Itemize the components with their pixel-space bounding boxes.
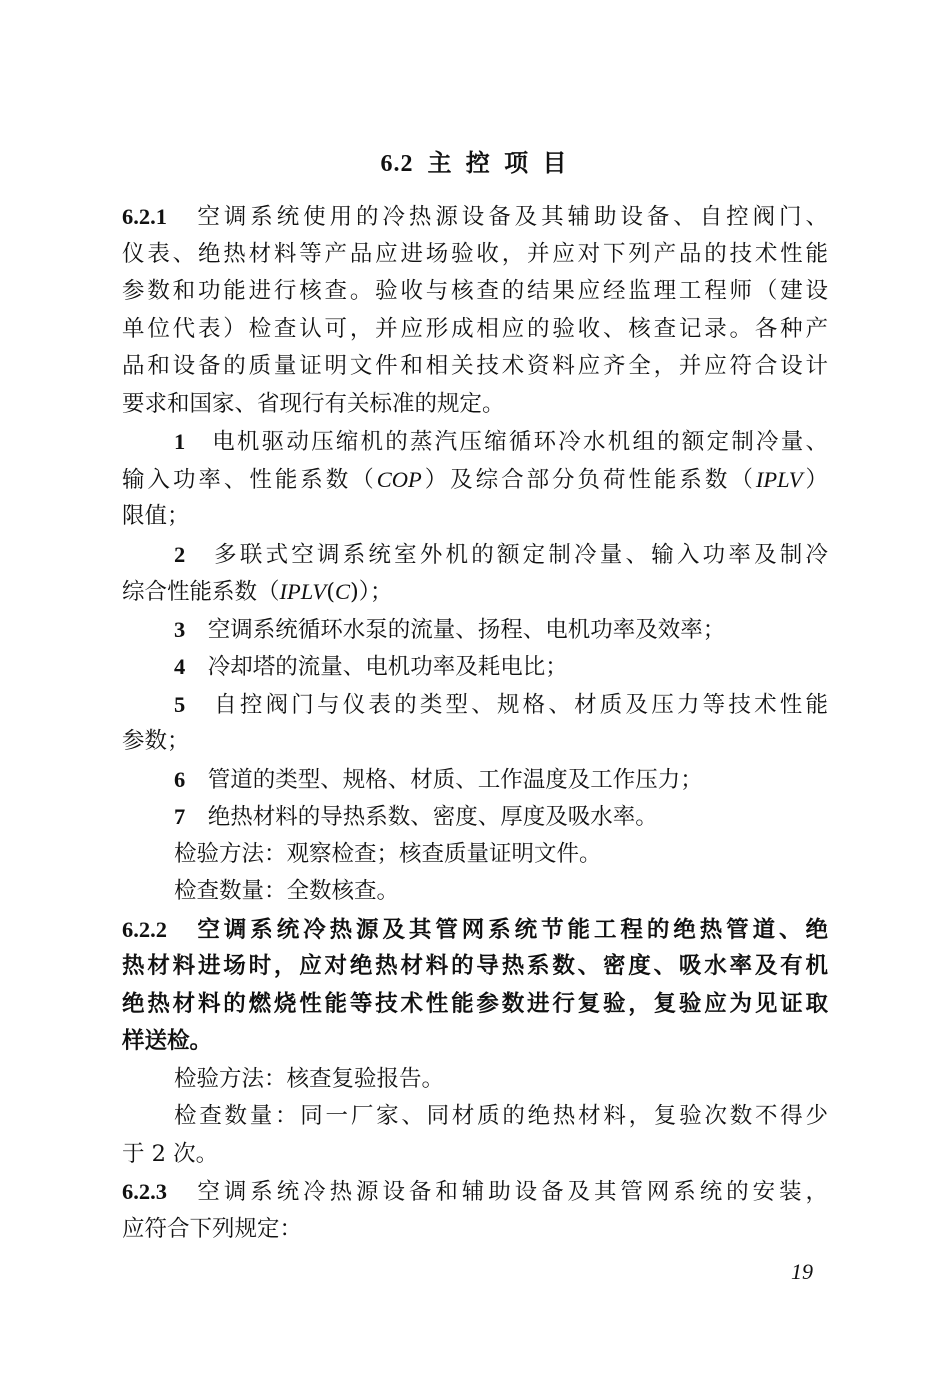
text-segment: 单位代表）检查认可，并应形成相应的验收、核查记录。各种产 [122, 315, 828, 342]
clause-number: 5 [174, 691, 186, 717]
text-segment: 绝热材料的燃烧性能等技术性能参数进行复验，复验应为见证取 [122, 990, 828, 1017]
text-segment: 管道的类型、规格、材质、工作温度及工作压力； [185, 766, 703, 793]
italic-term: COP [376, 466, 422, 492]
text-line [122, 348, 828, 386]
text-segment: 应符合下列规定： [122, 1215, 303, 1242]
text-line [122, 273, 828, 311]
text-segment: 冷却塔的流量、电机功率及耗电比； [185, 654, 568, 680]
clause-number: 6.2.2 [122, 916, 167, 942]
text-line [122, 1211, 828, 1249]
text-line [122, 911, 828, 949]
text-segment: 检验方法：观察检查；核查质量证明文件。 [174, 840, 602, 867]
text-segment: 空调系统循环水泵的流量、扬程、电机功率及效率； [185, 616, 726, 643]
clause-number: 6.2.1 [122, 204, 167, 229]
section-heading [0, 143, 950, 178]
clause-number: 6 [174, 766, 186, 792]
text-segment: 综合性能系数（ [122, 579, 280, 605]
text-line [122, 236, 828, 274]
text-line [122, 423, 828, 461]
text-segment: 检查数量：同一厂家、同材质的绝热材料，复验次数不得少 [174, 1103, 828, 1129]
text-line [122, 573, 828, 611]
text-segment: 输入功率、性能系数（ [122, 466, 377, 493]
text-line [122, 1098, 828, 1136]
text-segment: 参数和功能进行核查。验收与核查的结果应经监理工程师（建设 [122, 278, 828, 304]
text-segment: 绝热材料的导热系数、密度、厚度及吸水率。 [185, 804, 658, 830]
page-number: 19 [791, 1259, 813, 1284]
text-segment: ）及综合部分负荷性能系数（ [421, 466, 756, 493]
italic-term: IPLV [755, 466, 803, 492]
text-line [122, 386, 828, 424]
text-line [122, 686, 828, 724]
text-line [122, 948, 828, 986]
text-segment: 限值； [122, 503, 190, 529]
text-segment: ） [802, 466, 828, 493]
text-segment: 要求和国家、省现行有关标准的规定。 [122, 390, 505, 417]
section-number: 6.2 [380, 151, 414, 177]
text-line [122, 498, 828, 536]
text-line [122, 723, 828, 761]
section-title: 主 控 项 目 [427, 149, 570, 177]
text-line [122, 648, 828, 686]
clause-number: 7 [174, 804, 186, 829]
text-line [122, 1136, 828, 1174]
clause-number: 6.2.3 [122, 1179, 167, 1204]
text-segment: 样送检。 [122, 1028, 213, 1054]
clause-number: 3 [174, 616, 186, 642]
text-line [122, 986, 828, 1024]
text-segment: 检验方法：核查复验报告。 [174, 1065, 445, 1092]
text-line [122, 873, 828, 911]
clause-number: 1 [174, 429, 186, 454]
text-segment: 电机驱动压缩机的蒸汽压缩循环冷水机组的额定制冷量、 [185, 429, 828, 455]
text-segment: 仪表、绝热材料等产品应进场验收，并应对下列产品的技术性能 [122, 240, 828, 267]
text-segment: 自控阀门与仪表的类型、规格、材质及压力等技术性能 [185, 691, 828, 718]
text-line [122, 311, 828, 349]
italic-term: C [334, 579, 350, 604]
text-segment: 检查数量：全数核查。 [174, 878, 400, 904]
text-segment: 品和设备的质量证明文件和相关技术资料应齐全，并应符合设计 [122, 353, 828, 379]
text-line [122, 461, 828, 499]
text-segment: 多联式空调系统室外机的额定制冷量、输入功率及制冷 [185, 541, 828, 568]
text-line [122, 761, 828, 799]
text-line [122, 536, 828, 574]
text-segment: 于 2 次。 [122, 1140, 219, 1167]
text-segment: 空调系统冷热源及其管网系统节能工程的绝热管道、绝 [167, 916, 828, 943]
text-segment: 空调系统冷热源设备和辅助设备及其管网系统的安装， [167, 1179, 828, 1205]
text-line [122, 1061, 828, 1099]
clause-number: 2 [174, 541, 186, 567]
text-line [122, 836, 828, 874]
text-line [122, 611, 828, 649]
text-segment: 热材料进场时，应对绝热材料的导热系数、密度、吸水率及有机 [122, 953, 828, 979]
section-body [122, 198, 828, 1248]
text-line [122, 1173, 828, 1211]
text-segment: 空调系统使用的冷热源设备及其辅助设备、自控阀门、 [167, 204, 828, 230]
text-segment: )）； [349, 579, 393, 605]
italic-term: IPLV [279, 579, 327, 604]
text-segment: ( [326, 579, 335, 605]
text-line [122, 798, 828, 836]
clause-number: 4 [174, 654, 186, 679]
text-line [122, 1023, 828, 1061]
text-segment: 参数； [122, 728, 190, 754]
text-line [122, 198, 828, 236]
